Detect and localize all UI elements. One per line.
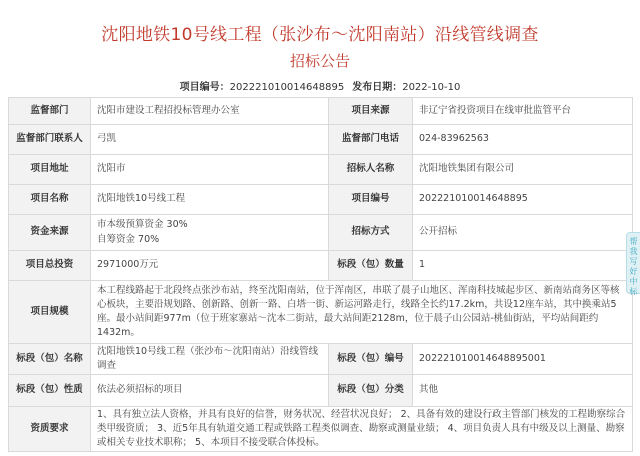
project-no-value: 202221010014648895 (229, 82, 345, 93)
section-name-label: 标段（包）名称 (9, 344, 91, 375)
fund-source-self: 自筹资金 70% (97, 233, 160, 245)
supervisor-phone-label: 监督部门电话 (329, 125, 413, 155)
tender-method-label: 招标方式 (329, 215, 413, 251)
supervisor-label: 监督部门 (9, 98, 91, 125)
project-source-label: 项目来源 (329, 98, 413, 125)
project-no-label: 项目编号： (179, 82, 230, 93)
section-count-value: 1 (413, 251, 633, 281)
publish-date-value: 2022-10-10 (402, 82, 461, 93)
table-row (9, 344, 633, 375)
tenderer-label: 招标人名称 (329, 155, 413, 185)
notice-subtitle: 招标公告 (289, 52, 350, 70)
project-number-label: 项目编号 (329, 185, 413, 215)
tenderer-value: 沈阳地铁集团有限公司 (413, 155, 633, 185)
project-scale-label: 项目规模 (9, 281, 91, 344)
table-row (9, 125, 633, 155)
project-number-value: 202221010014648895 (413, 185, 633, 215)
table-row (9, 281, 633, 344)
table-row (9, 407, 633, 452)
supervisor-contact-value: 弓凯 (91, 125, 329, 155)
table-row (9, 215, 633, 251)
supervisor-value: 沈阳市建设工程招投标管理办公室 (91, 98, 329, 125)
supervisor-contact-label: 监督部门联系人 (9, 125, 91, 155)
notice-meta (0, 78, 640, 93)
project-name-value: 沈阳地铁10号线工程 (91, 185, 329, 215)
notice-title: 沈阳地铁10号线工程（张沙布～沈阳南站）沿线管线调查 (101, 25, 539, 45)
fund-source-budget: 市本级预算资金 30% (97, 219, 188, 231)
project-source-value: 非辽宁省投资项目在线审批监管平台 (413, 98, 633, 125)
table-row (9, 251, 633, 281)
total-investment-value: 2971000万元 (91, 251, 329, 281)
fund-source-label: 资金来源 (9, 215, 91, 251)
qualification-value: 1、具有独立法人资格，并具有良好的信誉，财务状况、经营状况良好； 2、具备有效的建设行政主管部门核发的工程勘察综合类甲级资质； 3、近5年具有轨道交通工程或铁路工程类似调查、勘察或测量业绩； 4、项目负责人具有中级及以上测量、勘察或相关专业技术职称； 5、本项目不接受联合体投标。 (91, 407, 633, 452)
table-row (9, 375, 633, 407)
project-scale-value: 本工程线路起于北段终点张沙布站，终至沈阳南站，位于浑南区，串联了晨子山地区、浑南科技城起步区、新南站商务区等核心板块，主要沿规划路、创新路、创新一路、白塔一街、新运河路走行，线路全长约17.2km，共设12座车站，其中换乘站5座。最小站间距977m（位于班家寨站～沈本二街站，最大站间距2128m，位于晨子山公园站-桃仙街站，平均站间距约1432m。 (91, 281, 633, 344)
section-number-label: 标段（包）编号 (329, 344, 413, 375)
section-nature-value: 依法必须招标的项目 (91, 375, 329, 407)
project-address-value: 沈阳市 (91, 155, 329, 185)
supervisor-phone-value: 024-83962563 (413, 125, 633, 155)
table-row (9, 185, 633, 215)
section-number-value: 202221010014648895001 (413, 344, 633, 375)
project-address-label: 项目地址 (9, 155, 91, 185)
section-name-value: 沈阳地铁10号线工程（张沙布～沈阳南站）沿线管线调查 (91, 344, 329, 375)
table-row (9, 98, 633, 125)
section-category-value: 其他 (413, 375, 633, 407)
section-count-label: 标段（包）数量 (329, 251, 413, 281)
tender-method-value: 公开招标 (413, 215, 633, 251)
info-table (8, 97, 633, 452)
qualification-label: 资质要求 (9, 407, 91, 452)
table-row (9, 155, 633, 185)
side-float-tab[interactable]: 帮我写好中标 (626, 232, 640, 294)
fund-source-value (91, 215, 329, 251)
total-investment-label: 项目总投资 (9, 251, 91, 281)
publish-date-label: 发布日期： (352, 82, 403, 93)
section-category-label: 标段（包）分类 (329, 375, 413, 407)
project-name-label: 项目名称 (9, 185, 91, 215)
section-nature-label: 标段（包）性质 (9, 375, 91, 407)
